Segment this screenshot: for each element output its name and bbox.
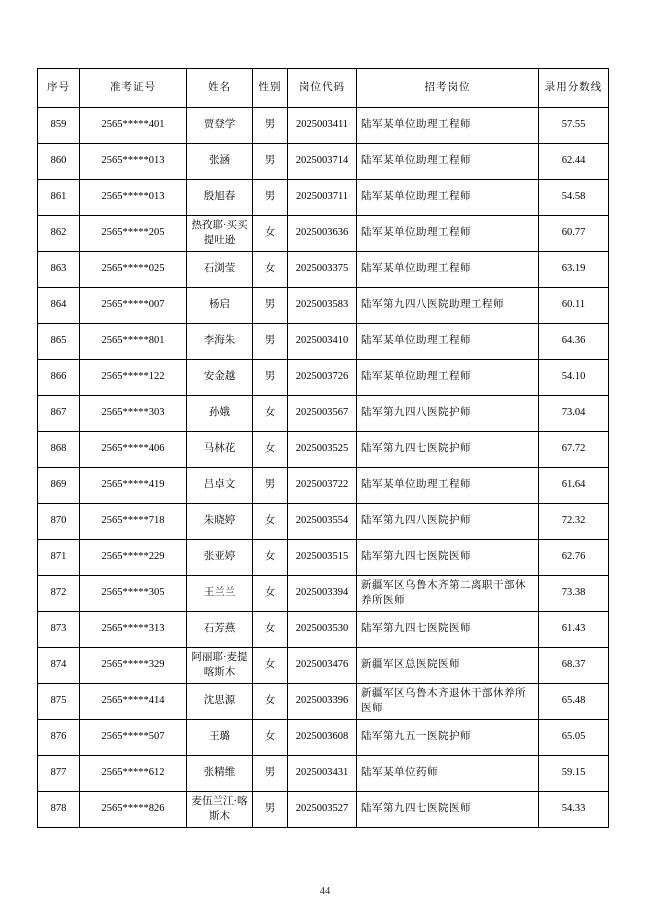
cell-ticket: 2565*****313 <box>80 612 187 648</box>
table-row <box>38 216 609 252</box>
cell-position: 陆军某单位助理工程师 <box>357 180 539 216</box>
table-row <box>38 612 609 648</box>
cell-position: 陆军某单位助理工程师 <box>357 108 539 144</box>
cell-position: 陆军某单位药师 <box>357 756 539 792</box>
cell-score: 68.37 <box>539 648 609 684</box>
cell-code: 2025003583 <box>288 288 357 324</box>
cell-score: 67.72 <box>539 432 609 468</box>
cell-position: 陆军第九四八医院护师 <box>357 396 539 432</box>
cell-gender: 女 <box>253 504 288 540</box>
cell-seq: 865 <box>38 324 80 360</box>
cell-ticket: 2565*****406 <box>80 432 187 468</box>
cell-position: 陆军第九四七医院医师 <box>357 792 539 828</box>
column-header-seq: 序号 <box>38 69 80 108</box>
cell-name: 沈思源 <box>187 684 253 720</box>
cell-score: 61.64 <box>539 468 609 504</box>
cell-position: 陆军第九四七医院医师 <box>357 540 539 576</box>
column-header-gender: 性别 <box>253 69 288 108</box>
cell-name: 王璐 <box>187 720 253 756</box>
cell-seq: 861 <box>38 180 80 216</box>
cell-code: 2025003431 <box>288 756 357 792</box>
cell-code: 2025003476 <box>288 648 357 684</box>
cell-score: 73.04 <box>539 396 609 432</box>
cell-gender: 女 <box>253 684 288 720</box>
cell-ticket: 2565*****401 <box>80 108 187 144</box>
cell-name: 王兰兰 <box>187 576 253 612</box>
cell-position: 陆军某单位助理工程师 <box>357 252 539 288</box>
cell-code: 2025003394 <box>288 576 357 612</box>
cell-score: 65.48 <box>539 684 609 720</box>
cell-name: 李海朱 <box>187 324 253 360</box>
cell-name: 殷旭春 <box>187 180 253 216</box>
table-row <box>38 648 609 684</box>
cell-gender: 女 <box>253 612 288 648</box>
cell-ticket: 2565*****419 <box>80 468 187 504</box>
cell-gender: 女 <box>253 432 288 468</box>
cell-code: 2025003525 <box>288 432 357 468</box>
cell-ticket: 2565*****305 <box>80 576 187 612</box>
cell-position: 新疆军区总医院医师 <box>357 648 539 684</box>
cell-ticket: 2565*****329 <box>80 648 187 684</box>
table-row <box>38 432 609 468</box>
cell-code: 2025003608 <box>288 720 357 756</box>
column-header-name: 姓名 <box>187 69 253 108</box>
cell-seq: 872 <box>38 576 80 612</box>
column-header-position: 招考岗位 <box>357 69 539 108</box>
cell-score: 57.55 <box>539 108 609 144</box>
table-row <box>38 756 609 792</box>
table-row <box>38 108 609 144</box>
cell-position: 陆军第九四八医院助理工程师 <box>357 288 539 324</box>
cell-score: 54.33 <box>539 792 609 828</box>
cell-seq: 873 <box>38 612 80 648</box>
cell-seq: 868 <box>38 432 80 468</box>
cell-score: 64.36 <box>539 324 609 360</box>
cell-gender: 男 <box>253 468 288 504</box>
table-row <box>38 360 609 396</box>
cell-ticket: 2565*****414 <box>80 684 187 720</box>
cell-code: 2025003567 <box>288 396 357 432</box>
cell-name: 张涵 <box>187 144 253 180</box>
cell-name: 张精维 <box>187 756 253 792</box>
cell-seq: 876 <box>38 720 80 756</box>
cell-gender: 女 <box>253 648 288 684</box>
cell-code: 2025003515 <box>288 540 357 576</box>
cell-score: 54.10 <box>539 360 609 396</box>
cell-name: 张亚婷 <box>187 540 253 576</box>
cell-gender: 女 <box>253 720 288 756</box>
cell-ticket: 2565*****303 <box>80 396 187 432</box>
cell-gender: 男 <box>253 180 288 216</box>
cell-name: 热孜耶·买买提吐逊 <box>187 216 253 252</box>
cell-ticket: 2565*****205 <box>80 216 187 252</box>
cell-name: 马林花 <box>187 432 253 468</box>
cell-code: 2025003527 <box>288 792 357 828</box>
cell-seq: 866 <box>38 360 80 396</box>
table-row <box>38 576 609 612</box>
cell-ticket: 2565*****013 <box>80 180 187 216</box>
cell-name: 阿丽耶·麦提喀斯木 <box>187 648 253 684</box>
cell-seq: 874 <box>38 648 80 684</box>
cell-score: 59.15 <box>539 756 609 792</box>
cell-seq: 867 <box>38 396 80 432</box>
cell-name: 杨启 <box>187 288 253 324</box>
cell-ticket: 2565*****025 <box>80 252 187 288</box>
cell-code: 2025003410 <box>288 324 357 360</box>
table-row <box>38 324 609 360</box>
table-row <box>38 144 609 180</box>
cell-seq: 859 <box>38 108 80 144</box>
cell-score: 60.77 <box>539 216 609 252</box>
cell-seq: 871 <box>38 540 80 576</box>
cell-code: 2025003722 <box>288 468 357 504</box>
cell-seq: 878 <box>38 792 80 828</box>
table-row <box>38 288 609 324</box>
cell-name: 安金越 <box>187 360 253 396</box>
table-row <box>38 180 609 216</box>
cell-score: 60.11 <box>539 288 609 324</box>
cell-seq: 863 <box>38 252 80 288</box>
cell-position: 新疆军区乌鲁木齐退休干部休养所医师 <box>357 684 539 720</box>
table-row <box>38 684 609 720</box>
header-row <box>38 69 609 108</box>
cell-score: 65.05 <box>539 720 609 756</box>
cell-score: 62.44 <box>539 144 609 180</box>
cell-position: 陆军某单位助理工程师 <box>357 216 539 252</box>
cell-position: 陆军第九四八医院护师 <box>357 504 539 540</box>
cell-name: 石芳燕 <box>187 612 253 648</box>
cell-score: 73.38 <box>539 576 609 612</box>
table-row <box>38 720 609 756</box>
cell-code: 2025003711 <box>288 180 357 216</box>
cell-seq: 869 <box>38 468 80 504</box>
cell-seq: 862 <box>38 216 80 252</box>
table-row <box>38 396 609 432</box>
cell-ticket: 2565*****612 <box>80 756 187 792</box>
column-header-ticket: 准考证号 <box>80 69 187 108</box>
cell-gender: 女 <box>253 576 288 612</box>
cell-code: 2025003554 <box>288 504 357 540</box>
cell-code: 2025003714 <box>288 144 357 180</box>
cell-ticket: 2565*****122 <box>80 360 187 396</box>
column-header-code: 岗位代码 <box>288 69 357 108</box>
cell-name: 石浏莹 <box>187 252 253 288</box>
table-row <box>38 792 609 828</box>
cell-position: 陆军第九四七医院护师 <box>357 432 539 468</box>
cell-name: 朱晓婷 <box>187 504 253 540</box>
cell-gender: 男 <box>253 360 288 396</box>
cell-gender: 男 <box>253 144 288 180</box>
cell-ticket: 2565*****718 <box>80 504 187 540</box>
cell-gender: 男 <box>253 756 288 792</box>
cell-ticket: 2565*****801 <box>80 324 187 360</box>
cell-position: 陆军某单位助理工程师 <box>357 144 539 180</box>
cell-position: 陆军某单位助理工程师 <box>357 324 539 360</box>
cell-ticket: 2565*****013 <box>80 144 187 180</box>
cell-gender: 女 <box>253 540 288 576</box>
table-row <box>38 252 609 288</box>
cell-code: 2025003530 <box>288 612 357 648</box>
cell-gender: 男 <box>253 792 288 828</box>
table-row <box>38 504 609 540</box>
score-table-container <box>37 68 608 828</box>
cell-name: 吕卓文 <box>187 468 253 504</box>
table-row <box>38 540 609 576</box>
cell-code: 2025003411 <box>288 108 357 144</box>
cell-seq: 860 <box>38 144 80 180</box>
cell-score: 54.58 <box>539 180 609 216</box>
page-number: 44 <box>319 886 331 897</box>
cell-code: 2025003636 <box>288 216 357 252</box>
cell-score: 61.43 <box>539 612 609 648</box>
admission-score-table <box>37 68 609 828</box>
cell-seq: 870 <box>38 504 80 540</box>
cell-position: 陆军某单位助理工程师 <box>357 468 539 504</box>
cell-gender: 女 <box>253 252 288 288</box>
cell-code: 2025003375 <box>288 252 357 288</box>
table-row <box>38 468 609 504</box>
cell-ticket: 2565*****229 <box>80 540 187 576</box>
cell-ticket: 2565*****007 <box>80 288 187 324</box>
cell-score: 72.32 <box>539 504 609 540</box>
cell-position: 陆军某单位助理工程师 <box>357 360 539 396</box>
cell-seq: 875 <box>38 684 80 720</box>
cell-position: 新疆军区乌鲁木齐第二离职干部休养所医师 <box>357 576 539 612</box>
cell-seq: 864 <box>38 288 80 324</box>
cell-score: 63.19 <box>539 252 609 288</box>
cell-score: 62.76 <box>539 540 609 576</box>
cell-ticket: 2565*****826 <box>80 792 187 828</box>
cell-code: 2025003726 <box>288 360 357 396</box>
cell-seq: 877 <box>38 756 80 792</box>
cell-ticket: 2565*****507 <box>80 720 187 756</box>
cell-gender: 男 <box>253 108 288 144</box>
cell-gender: 男 <box>253 324 288 360</box>
cell-gender: 女 <box>253 216 288 252</box>
cell-name: 贾登学 <box>187 108 253 144</box>
cell-gender: 女 <box>253 396 288 432</box>
cell-position: 陆军第九四七医院医师 <box>357 612 539 648</box>
cell-position: 陆军第九五一医院护师 <box>357 720 539 756</box>
column-header-score: 录用分数线 <box>539 69 609 108</box>
cell-name: 孙娥 <box>187 396 253 432</box>
cell-name: 麦伍兰江·喀斯木 <box>187 792 253 828</box>
cell-gender: 男 <box>253 288 288 324</box>
cell-code: 2025003396 <box>288 684 357 720</box>
